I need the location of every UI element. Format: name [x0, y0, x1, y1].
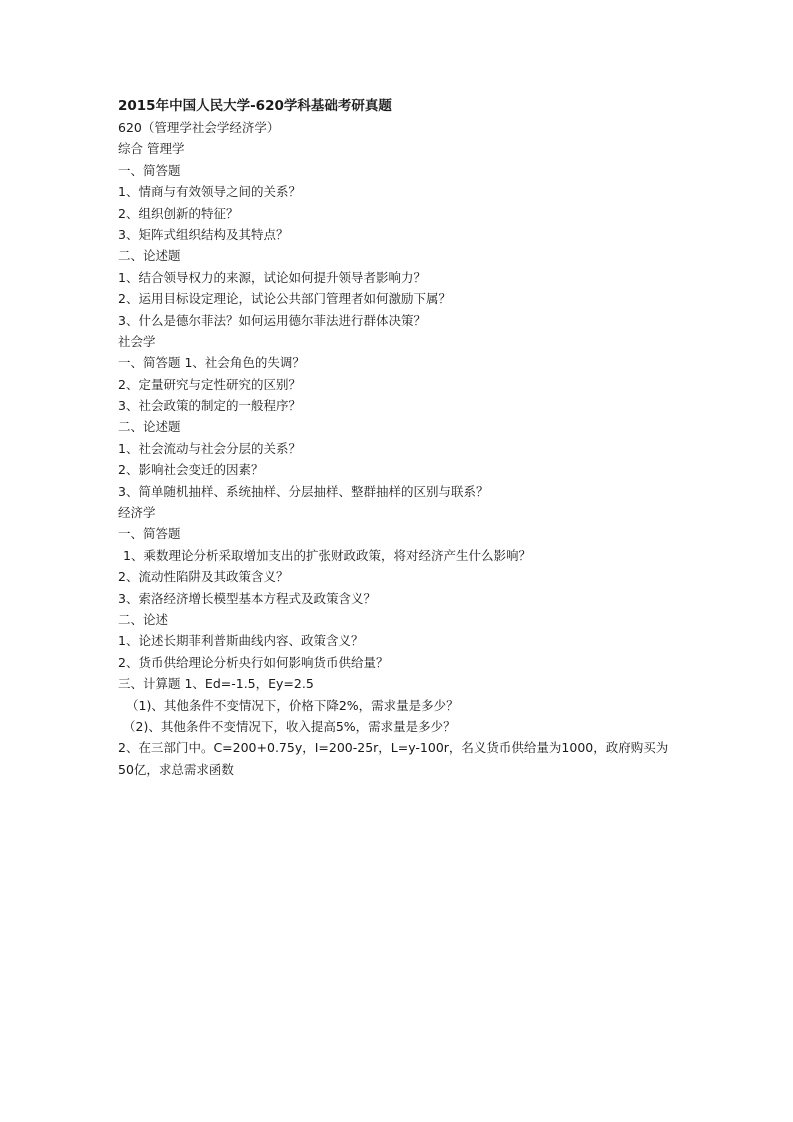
short-answer-heading: 一、简答题 [118, 526, 181, 542]
section-economics-heading: 经济学 [118, 505, 156, 521]
short-answer-heading: 一、简答题 [118, 162, 181, 178]
question-line: 2、组织创新的特征？ [118, 205, 239, 221]
essay-heading: 二、论述题 [118, 419, 181, 435]
question-line: 2、货币供给理论分析央行如何影响货币供给量？ [118, 654, 389, 670]
question-line: 3、矩阵式组织结构及其特点？ [118, 226, 289, 242]
question-line: 1、社会流动与社会分层的关系？ [118, 440, 301, 456]
question-line: 1、情商与有效领导之间的关系？ [118, 184, 301, 200]
exam-code-line: 620（管理学社会学经济学） [118, 120, 280, 135]
question-line: 50亿，求总需求函数 [118, 761, 234, 777]
question-line: 1、乘数理论分析采取增加支出的扩张财政政策，将对经济产生什么影响？ [123, 547, 531, 563]
essay-heading: 二、论述 [118, 611, 169, 627]
question-line: 2、在三部门中。C=200+0.75y，I=200-25r，L=y-100r，名义货币供给量为1000，政府购买为 [118, 740, 669, 756]
calculation-heading: 三、计算题 1、Ed=-1.5，Ey=2.5 [118, 676, 314, 692]
question-line: 2、影响社会变迁的因素？ [118, 462, 264, 478]
question-line: 2、定量研究与定性研究的区别？ [118, 376, 301, 392]
question-line: 3、索洛经济增长模型基本方程式及政策含义？ [118, 590, 376, 606]
question-line: 3、什么是德尔菲法？如何运用德尔菲法进行群体决策？ [118, 312, 426, 328]
sub-question-line: （1)、其他条件不变情况下，价格下降2%，需求量是多少？ [126, 697, 459, 713]
document-title: 2015年中国人民大学-620学科基础考研真题 [118, 98, 392, 114]
short-answer-heading: 一、简答题 1、社会角色的失调？ [118, 355, 305, 371]
question-line: 3、社会政策的制定的一般程序？ [118, 398, 301, 414]
question-line: 1、结合领导权力的来源，试论如何提升领导者影响力？ [118, 269, 426, 285]
section-sociology-heading: 社会学 [118, 333, 156, 349]
document-page [118, 95, 718, 780]
essay-heading: 二、论述题 [118, 248, 181, 264]
section-management-heading: 综合 管理学 [118, 141, 185, 157]
question-line: 3、简单随机抽样、系统抽样、分层抽样、整群抽样的区别与联系？ [118, 483, 489, 499]
question-line: 1、论述长期菲利普斯曲线内容、政策含义？ [118, 633, 364, 649]
question-line: 2、运用目标设定理论，试论公共部门管理者如何激励下属？ [118, 291, 451, 307]
question-line: 2、流动性陷阱及其政策含义？ [118, 569, 289, 585]
sub-question-line: （2)、其他条件不变情况下，收入提高5%，需求量是多少？ [123, 718, 456, 734]
